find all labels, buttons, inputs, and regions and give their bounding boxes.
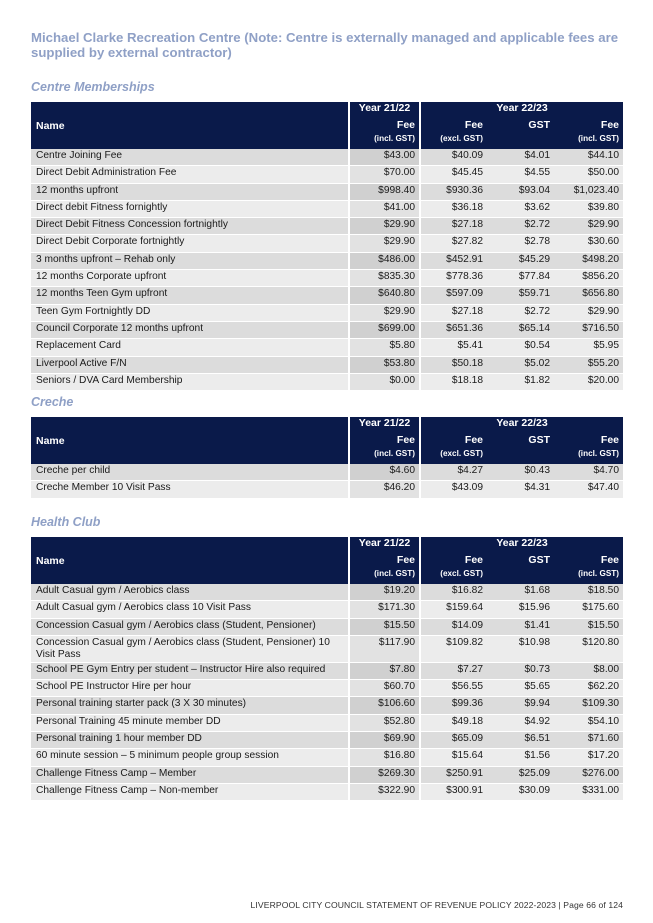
fee-incl-gst-22-23-cell: $55.20 (554, 356, 623, 373)
fee-excl-gst-22-23-cell: $5.41 (420, 339, 487, 356)
fee-incl-gst-21-22-cell: $69.90 (349, 732, 420, 749)
fee-incl-gst-21-22-cell: $171.30 (349, 601, 420, 618)
table-row (31, 270, 623, 287)
fee-incl-gst-22-23-cell: $276.00 (554, 766, 623, 783)
table-row (31, 183, 623, 200)
fee-incl-gst-22-23-cell: $856.20 (554, 270, 623, 287)
table-row (31, 618, 623, 635)
table-row (31, 635, 623, 662)
table-row (31, 304, 623, 321)
fee-incl-gst-22-23-cell: $15.50 (554, 618, 623, 635)
table-row (31, 339, 623, 356)
table-row (31, 766, 623, 783)
table-row (31, 749, 623, 766)
gst-22-23-cell: $93.04 (487, 183, 554, 200)
fee-incl-gst-22-23-cell: $39.80 (554, 200, 623, 217)
table-row (31, 356, 623, 373)
table-row (31, 235, 623, 252)
column-header-year-21-22: Year 21/22 (349, 417, 420, 433)
gst-22-23-cell: $4.01 (487, 149, 554, 166)
fee-name-cell: Adult Casual gym / Aerobics class 10 Visit Pass (31, 601, 349, 618)
fee-name-cell: Direct Debit Administration Fee (31, 166, 349, 183)
fee-name-cell: Creche Member 10 Visit Pass (31, 481, 349, 498)
gst-22-23-cell: $45.29 (487, 252, 554, 269)
page-footer: LIVERPOOL CITY COUNCIL STATEMENT OF REVENUE POLICY 2022-2023 | Page 66 of 124 (250, 900, 623, 910)
fee-incl-gst-21-22-cell: $7.80 (349, 662, 420, 679)
column-header-year-22-23: Year 22/23 (420, 417, 623, 433)
fee-incl-gst-22-23-cell: $50.00 (554, 166, 623, 183)
fee-incl-gst-21-22-cell: $52.80 (349, 714, 420, 731)
fee-incl-gst-21-22-cell: $699.00 (349, 321, 420, 338)
section-title-centre-memberships: Centre Memberships (31, 80, 155, 94)
fee-incl-gst-21-22-cell: $29.90 (349, 235, 420, 252)
fee-excl-gst-22-23-cell: $45.45 (420, 166, 487, 183)
fee-name-cell: School PE Gym Entry per student – Instructor Hire also required (31, 662, 349, 679)
fee-name-cell: 60 minute session – 5 minimum people group session (31, 749, 349, 766)
fee-incl-gst-22-23-cell: $17.20 (554, 749, 623, 766)
table-row (31, 464, 623, 481)
fee-excl-gst-22-23-cell: $250.91 (420, 766, 487, 783)
table-row (31, 149, 623, 166)
fee-incl-gst-22-23-cell: $716.50 (554, 321, 623, 338)
gst-22-23-cell: $0.43 (487, 464, 554, 481)
column-header-name: Name (31, 417, 349, 464)
gst-22-23-cell: $3.62 (487, 200, 554, 217)
gst-22-23-cell: $9.94 (487, 697, 554, 714)
fee-name-cell: Concession Casual gym / Aerobics class (Student, Pensioner) 10 Visit Pass (31, 635, 349, 662)
fee-incl-gst-22-23-cell: $62.20 (554, 680, 623, 697)
fee-excl-gst-22-23-cell: $778.36 (420, 270, 487, 287)
fee-incl-gst-22-23-cell: $656.80 (554, 287, 623, 304)
column-header-fee-incl-gst-22-23: Fee (incl. GST) (554, 553, 623, 584)
fee-excl-gst-22-23-cell: $50.18 (420, 356, 487, 373)
fee-incl-gst-22-23-cell: $29.90 (554, 218, 623, 235)
gst-22-23-cell: $25.09 (487, 766, 554, 783)
fee-incl-gst-21-22-cell: $43.00 (349, 149, 420, 166)
section-title-health-club: Health Club (31, 515, 101, 529)
fee-incl-gst-22-23-cell: $20.00 (554, 373, 623, 390)
fee-incl-gst-21-22-cell: $269.30 (349, 766, 420, 783)
fee-name-cell: 3 months upfront – Rehab only (31, 252, 349, 269)
gst-22-23-cell: $6.51 (487, 732, 554, 749)
fee-excl-gst-22-23-cell: $930.36 (420, 183, 487, 200)
fees-table-creche (31, 417, 623, 499)
fee-excl-gst-22-23-cell: $56.55 (420, 680, 487, 697)
table-row (31, 287, 623, 304)
column-header-fee-incl-gst-21-22: Fee (incl. GST) (349, 118, 420, 149)
column-header-year-22-23: Year 22/23 (420, 102, 623, 118)
fee-excl-gst-22-23-cell: $27.18 (420, 304, 487, 321)
fee-name-cell: School PE Instructor Hire per hour (31, 680, 349, 697)
fee-incl-gst-22-23-cell: $8.00 (554, 662, 623, 679)
gst-22-23-cell: $30.09 (487, 783, 554, 800)
gst-22-23-cell: $77.84 (487, 270, 554, 287)
fee-name-cell: Council Corporate 12 months upfront (31, 321, 349, 338)
fee-name-cell: Seniors / DVA Card Membership (31, 373, 349, 390)
fee-name-cell: Direct debit Fitness fornightly (31, 200, 349, 217)
gst-22-23-cell: $15.96 (487, 601, 554, 618)
fees-table-health-club (31, 537, 623, 801)
fee-name-cell: Replacement Card (31, 339, 349, 356)
fee-name-cell: Personal training starter pack (3 X 30 minutes) (31, 697, 349, 714)
fee-name-cell: Challenge Fitness Camp – Member (31, 766, 349, 783)
table-row (31, 166, 623, 183)
column-header-year-21-22: Year 21/22 (349, 537, 420, 553)
fee-name-cell: 12 months upfront (31, 183, 349, 200)
fee-incl-gst-21-22-cell: $16.80 (349, 749, 420, 766)
table-row (31, 252, 623, 269)
column-header-year-22-23: Year 22/23 (420, 537, 623, 553)
fee-incl-gst-22-23-cell: $5.95 (554, 339, 623, 356)
gst-22-23-cell: $59.71 (487, 287, 554, 304)
fee-name-cell: Liverpool Active F/N (31, 356, 349, 373)
fee-excl-gst-22-23-cell: $40.09 (420, 149, 487, 166)
fee-excl-gst-22-23-cell: $452.91 (420, 252, 487, 269)
gst-22-23-cell: $1.56 (487, 749, 554, 766)
fee-excl-gst-22-23-cell: $43.09 (420, 481, 487, 498)
fee-incl-gst-21-22-cell: $15.50 (349, 618, 420, 635)
fee-name-cell: 12 months Teen Gym upfront (31, 287, 349, 304)
table-row (31, 783, 623, 800)
fee-incl-gst-22-23-cell: $331.00 (554, 783, 623, 800)
table-row (31, 662, 623, 679)
fee-name-cell: Creche per child (31, 464, 349, 481)
fee-name-cell: Adult Casual gym / Aerobics class (31, 584, 349, 601)
fee-name-cell: Challenge Fitness Camp – Non-member (31, 783, 349, 800)
fee-incl-gst-21-22-cell: $70.00 (349, 166, 420, 183)
column-header-fee-incl-gst-21-22: Fee (incl. GST) (349, 553, 420, 584)
fee-name-cell: Concession Casual gym / Aerobics class (Student, Pensioner) (31, 618, 349, 635)
fee-incl-gst-21-22-cell: $4.60 (349, 464, 420, 481)
column-header-fee-incl-gst-22-23: Fee (incl. GST) (554, 118, 623, 149)
fee-incl-gst-22-23-cell: $175.60 (554, 601, 623, 618)
gst-22-23-cell: $0.73 (487, 662, 554, 679)
fee-incl-gst-22-23-cell: $54.10 (554, 714, 623, 731)
fee-incl-gst-21-22-cell: $5.80 (349, 339, 420, 356)
fee-excl-gst-22-23-cell: $597.09 (420, 287, 487, 304)
fee-incl-gst-22-23-cell: $498.20 (554, 252, 623, 269)
gst-22-23-cell: $10.98 (487, 635, 554, 662)
fee-incl-gst-21-22-cell: $0.00 (349, 373, 420, 390)
fee-incl-gst-21-22-cell: $29.90 (349, 304, 420, 321)
fee-name-cell: Teen Gym Fortnightly DD (31, 304, 349, 321)
table-row (31, 732, 623, 749)
fee-incl-gst-21-22-cell: $835.30 (349, 270, 420, 287)
fee-incl-gst-22-23-cell: $29.90 (554, 304, 623, 321)
table-row (31, 218, 623, 235)
fee-incl-gst-22-23-cell: $71.60 (554, 732, 623, 749)
gst-22-23-cell: $2.78 (487, 235, 554, 252)
column-header-gst: GST (487, 118, 554, 149)
column-header-gst: GST (487, 433, 554, 464)
fee-incl-gst-21-22-cell: $640.80 (349, 287, 420, 304)
fee-name-cell: 12 months Corporate upfront (31, 270, 349, 287)
fee-excl-gst-22-23-cell: $651.36 (420, 321, 487, 338)
table-row (31, 481, 623, 498)
gst-22-23-cell: $4.55 (487, 166, 554, 183)
fee-incl-gst-21-22-cell: $106.60 (349, 697, 420, 714)
table-row (31, 697, 623, 714)
fee-incl-gst-22-23-cell: $1,023.40 (554, 183, 623, 200)
fee-incl-gst-21-22-cell: $29.90 (349, 218, 420, 235)
fee-excl-gst-22-23-cell: $99.36 (420, 697, 487, 714)
fee-incl-gst-22-23-cell: $44.10 (554, 149, 623, 166)
fee-excl-gst-22-23-cell: $4.27 (420, 464, 487, 481)
fee-incl-gst-22-23-cell: $4.70 (554, 464, 623, 481)
fee-excl-gst-22-23-cell: $27.18 (420, 218, 487, 235)
fee-incl-gst-21-22-cell: $19.20 (349, 584, 420, 601)
page-title: Michael Clarke Recreation Centre (Note: Centre is externally managed and applicable fees are supplied by external contractor) (31, 30, 619, 60)
gst-22-23-cell: $0.54 (487, 339, 554, 356)
gst-22-23-cell: $4.92 (487, 714, 554, 731)
fee-name-cell: Direct Debit Corporate fortnightly (31, 235, 349, 252)
fee-name-cell: Personal training 1 hour member DD (31, 732, 349, 749)
table-row (31, 584, 623, 601)
fee-incl-gst-22-23-cell: $47.40 (554, 481, 623, 498)
column-header-fee-incl-gst-22-23: Fee (incl. GST) (554, 433, 623, 464)
column-header-fee-excl-gst: Fee (excl. GST) (420, 433, 487, 464)
column-header-gst: GST (487, 553, 554, 584)
fee-excl-gst-22-23-cell: $16.82 (420, 584, 487, 601)
column-header-name: Name (31, 537, 349, 584)
gst-22-23-cell: $2.72 (487, 304, 554, 321)
gst-22-23-cell: $5.65 (487, 680, 554, 697)
fee-excl-gst-22-23-cell: $49.18 (420, 714, 487, 731)
fee-excl-gst-22-23-cell: $14.09 (420, 618, 487, 635)
column-header-year-21-22: Year 21/22 (349, 102, 420, 118)
fee-excl-gst-22-23-cell: $15.64 (420, 749, 487, 766)
gst-22-23-cell: $1.41 (487, 618, 554, 635)
table-row (31, 601, 623, 618)
column-header-fee-excl-gst: Fee (excl. GST) (420, 118, 487, 149)
fee-incl-gst-21-22-cell: $41.00 (349, 200, 420, 217)
fee-incl-gst-21-22-cell: $322.90 (349, 783, 420, 800)
column-header-fee-excl-gst: Fee (excl. GST) (420, 553, 487, 584)
fee-excl-gst-22-23-cell: $27.82 (420, 235, 487, 252)
gst-22-23-cell: $4.31 (487, 481, 554, 498)
fee-excl-gst-22-23-cell: $7.27 (420, 662, 487, 679)
fee-excl-gst-22-23-cell: $159.64 (420, 601, 487, 618)
fee-incl-gst-21-22-cell: $117.90 (349, 635, 420, 662)
fee-incl-gst-21-22-cell: $46.20 (349, 481, 420, 498)
fee-incl-gst-22-23-cell: $120.80 (554, 635, 623, 662)
fee-incl-gst-21-22-cell: $486.00 (349, 252, 420, 269)
fee-incl-gst-21-22-cell: $998.40 (349, 183, 420, 200)
table-row (31, 373, 623, 390)
section-title-creche: Creche (31, 395, 74, 409)
gst-22-23-cell: $1.68 (487, 584, 554, 601)
fee-name-cell: Personal Training 45 minute member DD (31, 714, 349, 731)
fees-table-centre-memberships (31, 102, 623, 391)
fee-name-cell: Centre Joining Fee (31, 149, 349, 166)
fee-excl-gst-22-23-cell: $300.91 (420, 783, 487, 800)
gst-22-23-cell: $1.82 (487, 373, 554, 390)
fee-incl-gst-22-23-cell: $109.30 (554, 697, 623, 714)
fee-excl-gst-22-23-cell: $65.09 (420, 732, 487, 749)
fee-excl-gst-22-23-cell: $18.18 (420, 373, 487, 390)
fee-incl-gst-21-22-cell: $60.70 (349, 680, 420, 697)
column-header-name: Name (31, 102, 349, 149)
fee-excl-gst-22-23-cell: $109.82 (420, 635, 487, 662)
fee-incl-gst-21-22-cell: $53.80 (349, 356, 420, 373)
table-row (31, 714, 623, 731)
table-row (31, 200, 623, 217)
table-row (31, 321, 623, 338)
gst-22-23-cell: $65.14 (487, 321, 554, 338)
gst-22-23-cell: $5.02 (487, 356, 554, 373)
gst-22-23-cell: $2.72 (487, 218, 554, 235)
column-header-fee-incl-gst-21-22: Fee (incl. GST) (349, 433, 420, 464)
fee-incl-gst-22-23-cell: $18.50 (554, 584, 623, 601)
table-row (31, 680, 623, 697)
fee-incl-gst-22-23-cell: $30.60 (554, 235, 623, 252)
fee-excl-gst-22-23-cell: $36.18 (420, 200, 487, 217)
fee-name-cell: Direct Debit Fitness Concession fortnightly (31, 218, 349, 235)
